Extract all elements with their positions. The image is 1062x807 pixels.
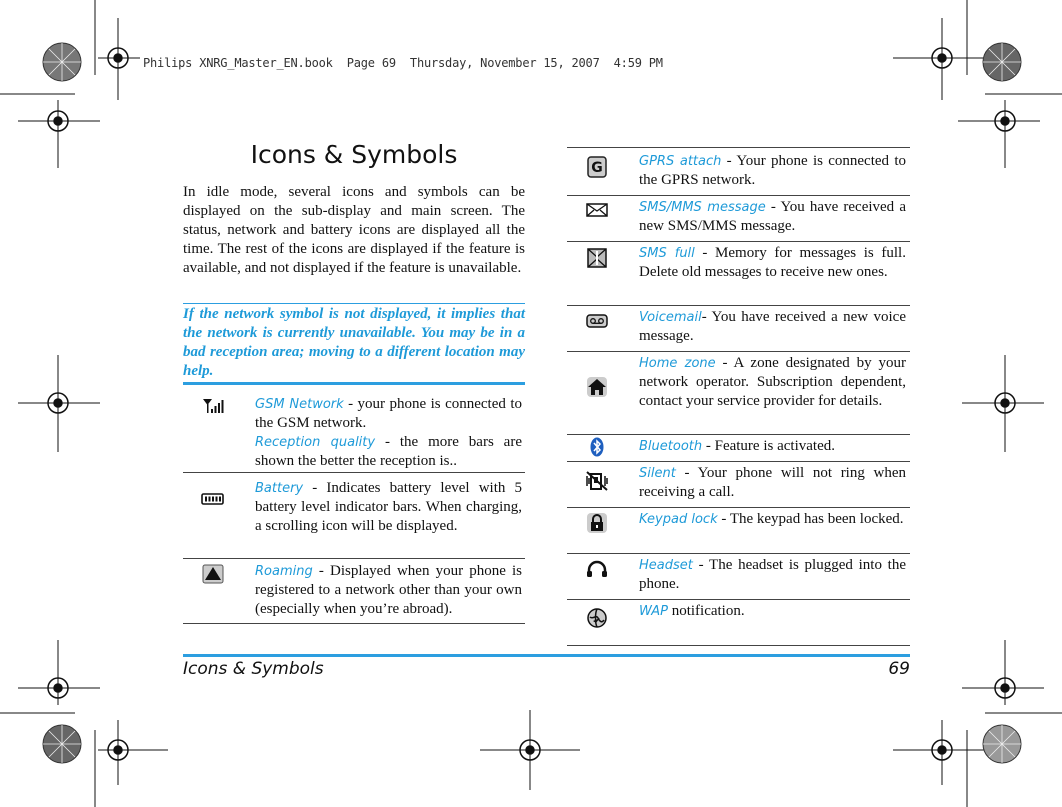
item-text: - Indicates battery level with 5 battery level indicator bars. When charging, a scrolling icon will be displayed. (255, 480, 522, 534)
list-item (255, 395, 522, 471)
table-row (567, 148, 910, 196)
page-number: 69 (888, 659, 910, 679)
item-text: - Memory for messages is full. Delete old messages to receive new ones. (639, 245, 906, 280)
table-row (183, 388, 525, 473)
item-term: Silent (639, 466, 676, 481)
list-item (639, 198, 906, 236)
item-text: - Displayed when your phone is registered to a network other than your own (especially when you’re abroad). (255, 563, 522, 617)
item-text: - The headset is plugged into the phone. (639, 557, 906, 592)
item-term: Keypad lock (639, 512, 718, 527)
table-row (567, 196, 910, 242)
item-text: - You have received a new SMS/MMS message. (639, 199, 906, 234)
item-term: Voicemail (639, 310, 702, 325)
list-item (639, 354, 906, 411)
voicemail-icon (567, 314, 627, 328)
table-row (567, 554, 910, 600)
item-term: Headset (639, 558, 693, 573)
page-title: Icons & Symbols (250, 140, 458, 169)
table-row (567, 435, 910, 462)
wap-icon (567, 608, 627, 628)
note-top-rule (183, 303, 525, 304)
item-term: SMS/MMS message (639, 200, 766, 215)
svg-text:G: G (591, 160, 603, 176)
item-text: - You have received a new voice message. (639, 309, 906, 344)
table-row (567, 306, 910, 352)
item-term: Bluetooth (639, 439, 703, 454)
list-item (639, 437, 906, 456)
list-item (639, 556, 906, 594)
item-text: notification. (667, 603, 745, 619)
table-row (567, 352, 910, 435)
sms-full-icon (567, 248, 627, 268)
roaming-icon (183, 564, 243, 584)
item-term: SMS full (639, 246, 695, 261)
battery-icon (183, 493, 243, 505)
network-signal-icon (183, 398, 243, 414)
item-text: - the more bars are shown the better the reception is.. (255, 434, 522, 469)
item-text: - your phone is connected to the GSM network. (255, 396, 522, 431)
list-item (255, 562, 522, 619)
item-term: Battery (255, 481, 304, 496)
list-item (639, 244, 906, 282)
item-text: - The keypad has been locked. (717, 511, 904, 527)
gprs-icon (567, 156, 627, 178)
intro-paragraph: In idle mode, several icons and symbols can be displayed on the sub-display and main screen. The status, network and battery icons are displayed all the time. The rest of the icons are displayed if the feature is available, and not displayed if the feature is unavailable. (183, 184, 525, 276)
table-row (567, 508, 910, 554)
table-row (567, 600, 910, 646)
list-item (255, 479, 522, 536)
print-slug: Philips XNRG_Master_EN.book Page 69 Thursday, November 15, 2007 4:59 PM (143, 56, 663, 70)
item-term: GSM Network (255, 397, 344, 412)
bluetooth-icon (567, 437, 627, 457)
home-icon (567, 376, 627, 398)
item-term: Home zone (639, 356, 716, 371)
network-note: If the network symbol is not displayed, it implies that the network is currently unavailable. You may be in a bad reception area; moving to a different location may help. (183, 306, 525, 379)
envelope-icon (567, 203, 627, 217)
item-text: - Your phone is connected to the GPRS network. (639, 153, 906, 188)
item-term: Roaming (255, 564, 313, 579)
item-term: Reception quality (255, 435, 376, 450)
item-term: WAP (639, 604, 668, 619)
headset-icon (567, 560, 627, 578)
silent-icon (567, 470, 627, 492)
footer-section-title: Icons & Symbols (183, 659, 324, 679)
table-row (567, 242, 910, 306)
table-row (567, 462, 910, 508)
list-item (639, 464, 906, 502)
list-item (639, 152, 906, 190)
footer-rule (183, 654, 910, 657)
list-item (639, 602, 906, 621)
note-bottom-rule (183, 382, 525, 385)
item-text: - Your phone will not ring when receiving a call. (639, 465, 906, 500)
table-row (183, 559, 525, 624)
table-row (183, 473, 525, 559)
list-item (639, 308, 906, 346)
list-item (639, 510, 906, 529)
item-text: - A zone designated by your network operator. Subscription dependent, contact your service provider for details. (639, 355, 906, 409)
item-text: - Feature is activated. (702, 438, 835, 454)
keypad-lock-icon (567, 512, 627, 534)
item-term: GPRS attach (639, 154, 722, 169)
